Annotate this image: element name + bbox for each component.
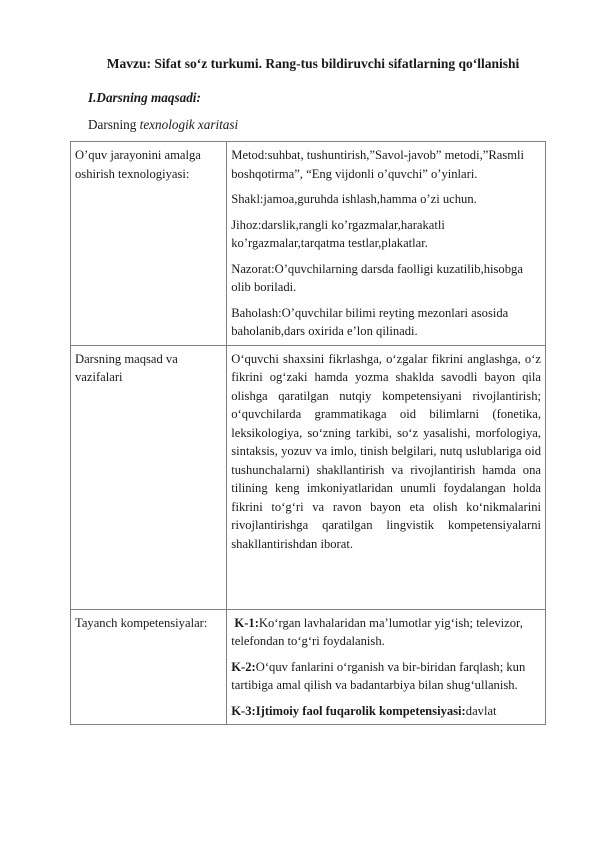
table-caption — [88, 117, 238, 133]
row-content-competencies — [227, 609, 546, 725]
row-content-goals — [227, 345, 546, 609]
table-row — [71, 345, 546, 609]
equipment-text: Jihoz:darslik,rangli ko’rgazmalar,harakatli ko’rgazmalar,tarqatma testlar,plakatlar. — [231, 217, 445, 250]
goal-heading: I.Darsning maqsadi: — [88, 90, 201, 105]
goals-text: O‘quvchi shaxsini fikrlashga, o‘zgalar fikrini anglashga, o‘z fikrini og‘zaki hamda yozma shaklda savodli bayon qila olishga qaratilgan nutqiy kompetensiyani rivojlantirish; o‘quvchilarda grammatikaga oid bilimlarni (fonetika, leksikologiya, so‘zning tarkibi, so‘z yasalishi, morfologiya, sintaksis, yozuv va imlo, tinish belgilari, nutq uslublariga oid tushunchalarni) shakllantirish va rivojlantirish hamda ona tilining keng imkoniyatlaridan unumli foydalangan holda fikrini to‘g‘ri va ravon bayon eta olish ko‘nikmalarini rivojlantirishga qaratilgan lingvistik kompetensiyalarni shakllantirishdan iborat. — [231, 351, 541, 551]
k3-label: K-3:Ijtimoiy faol fuqarolik kompetensiyasi: — [231, 703, 466, 718]
competency-k1 — [231, 614, 541, 651]
k2-label: K-2: — [231, 659, 256, 674]
table-row — [71, 142, 546, 346]
k3-text: davlat — [465, 703, 497, 718]
form-text: Shakl:jamoa,guruhda ishlash,hamma o’zi uchun. — [231, 192, 477, 206]
competency-k3 — [231, 702, 541, 721]
assessment-text: Baholash:O’quvchilar bilimi reyting mezonlari asosida baholanib,dars oxirida e’lon qilinadi. — [231, 305, 509, 338]
row-label-goals: Darsning maqsad va vazifalari — [71, 345, 227, 609]
table-caption-italic: texnologik xaritasi — [139, 117, 239, 132]
document-title: Mavzu: Sifat so‘z turkumi. Rang-tus bildiruvchi sifatlarning qo‘llanishi — [106, 56, 520, 71]
row-content-technology — [227, 142, 546, 346]
method-text: Metod:suhbat, tushuntirish,”Savol-javob” metodi,”Rasmli boshqotirma”, “Eng vijdonli o’quvchi” o’yinlari. — [231, 148, 525, 181]
row-label-technology: O’quv jarayonini amalga oshirish texnologiyasi: — [71, 142, 227, 346]
table-caption-prefix: Darsning — [88, 117, 140, 132]
control-text: Nazorat:O’quvchilarning darsda faolligi kuzatilib,hisobga olib boriladi. — [231, 261, 523, 294]
competency-k2 — [231, 658, 541, 695]
k1-text: Ko‘rgan lavhalaridan ma’lumotlar yig‘ish; televizor, telefondan to‘g‘ri foydalanish. — [231, 615, 523, 648]
k2-text: O‘quv fanlarini o‘rganish va bir-biridan farqlash; kun tartibiga amal qilish va badantarbiya bilan shug‘ullanish. — [231, 659, 526, 692]
table-row — [71, 609, 546, 725]
technological-map-table — [70, 141, 546, 725]
k1-label: K-1: — [234, 615, 259, 630]
row-label-competencies: Tayanch kompetensiyalar: — [71, 609, 227, 725]
